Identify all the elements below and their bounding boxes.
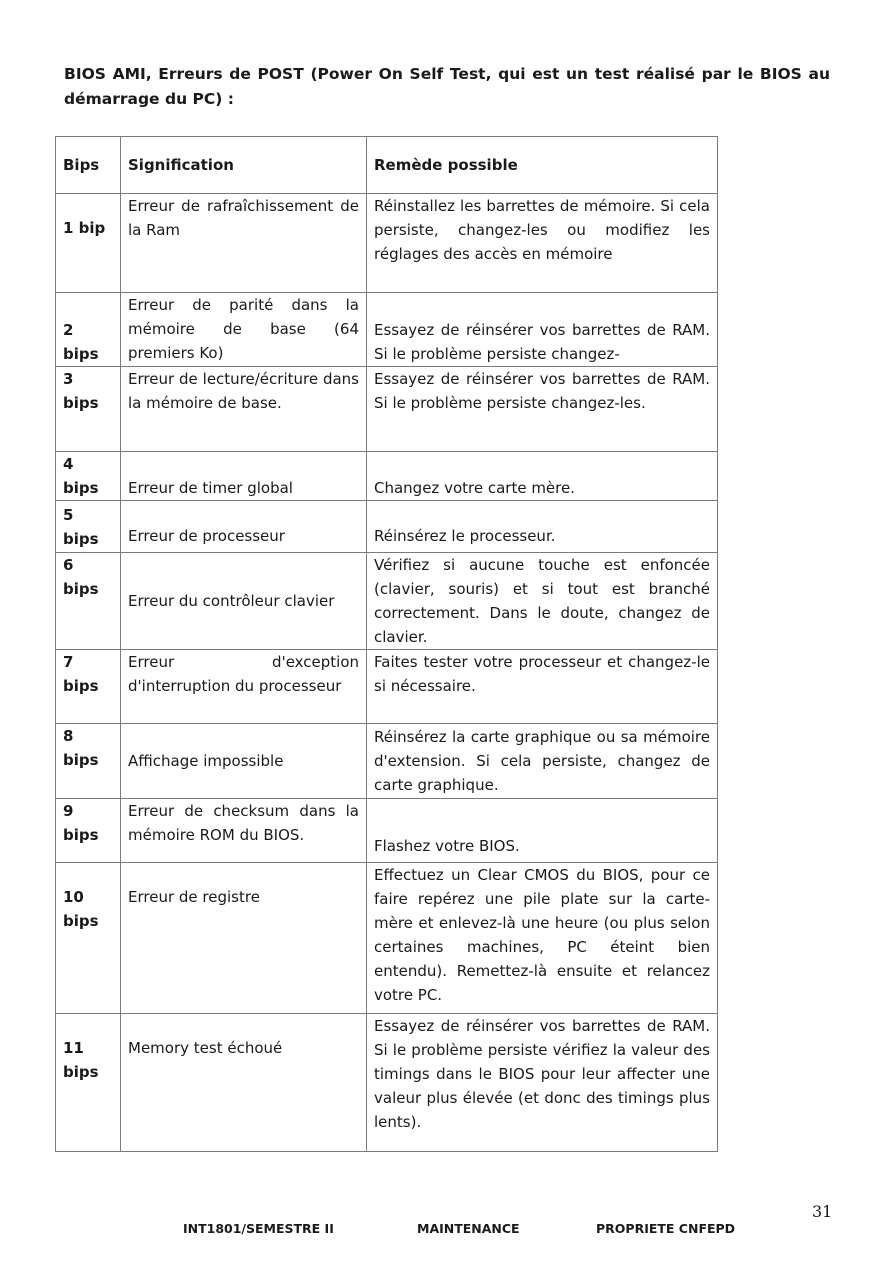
table-row — [56, 293, 718, 367]
signification-cell: Erreur de registre — [121, 863, 367, 1014]
remede-cell: Changez votre carte mère. — [367, 452, 718, 501]
table-row — [56, 367, 718, 452]
footer-course-code: INT1801/SEMESTRE II — [183, 1221, 334, 1236]
table-row — [56, 799, 718, 863]
table-row — [56, 452, 718, 501]
table-row — [56, 1014, 718, 1152]
bips-cell: 6 bips — [56, 553, 121, 650]
bios-beep-table — [55, 136, 718, 1152]
header-signification: Signification — [121, 137, 367, 194]
signification-cell: Erreur de checksum dans la mémoire ROM du BIOS. — [121, 799, 367, 863]
remede-cell: Essayez de réinsérer vos barrettes de RAM. Si le problème persiste changez-les. — [367, 367, 718, 452]
signification-cell: Erreur du contrôleur clavier — [121, 553, 367, 650]
header-remede: Remède possible — [367, 137, 718, 194]
footer-owner: PROPRIETE CNFEPD — [596, 1221, 736, 1236]
table-row — [56, 863, 718, 1014]
bips-cell: 2 bips — [56, 293, 121, 367]
bips-cell: 9 bips — [56, 799, 121, 863]
page-title: BIOS AMI, Erreurs de POST (Power On Self Test, qui est un test réalisé par le BIOS au démarrage du PC) : — [64, 65, 830, 108]
remede-cell: Essayez de réinsérer vos barrettes de RAM. Si le problème persiste vérifiez la valeur des timings dans le BIOS pour leur affecter une valeur plus élevée (et donc des timings plus lents). — [367, 1014, 718, 1152]
page-number: 31 — [812, 1202, 833, 1221]
bips-cell: 11 bips — [56, 1014, 121, 1152]
signification-cell: Erreur de lecture/écriture dans la mémoire de base. — [121, 367, 367, 452]
header-bips: Bips — [56, 137, 121, 194]
table-row — [56, 650, 718, 724]
table-row — [56, 553, 718, 650]
table-row — [56, 724, 718, 799]
bips-cell: 3 bips — [56, 367, 121, 452]
remede-cell: Réinstallez les barrettes de mémoire. Si cela persiste, changez-les ou modifiez les réglages des accès en mémoire — [367, 194, 718, 293]
remede-cell: Faites tester votre processeur et changez-le si nécessaire. — [367, 650, 718, 724]
bips-cell: 4 bips — [56, 452, 121, 501]
signification-cell: Erreur de timer global — [121, 452, 367, 501]
table-row — [56, 194, 718, 293]
signification-cell: Erreur de parité dans la mémoire de base (64 premiers Ko) — [121, 293, 367, 367]
remede-cell: Vérifiez si aucune touche est enfoncée (clavier, souris) et si tout est branché correctement. Dans le doute, changez de clavier. — [367, 553, 718, 650]
table-header-row — [56, 137, 718, 194]
remede-cell: Effectuez un Clear CMOS du BIOS, pour ce faire repérez une pile plate sur la carte-mère et enlevez-là une heure (ou plus selon certaines machines, PC éteint bien entendu). Remettez-là ensuite et relancez votre PC. — [367, 863, 718, 1014]
bips-cell: 10 bips — [56, 863, 121, 1014]
signification-cell: Affichage impossible — [121, 724, 367, 799]
remede-cell: Réinsérez la carte graphique ou sa mémoire d'extension. Si cela persiste, changez de carte graphique. — [367, 724, 718, 799]
remede-cell: Essayez de réinsérer vos barrettes de RAM. Si le problème persiste changez- — [367, 293, 718, 367]
bips-cell: 5 bips — [56, 501, 121, 553]
remede-cell: Réinsérez le processeur. — [367, 501, 718, 553]
signification-cell: Erreur de rafraîchissement de la Ram — [121, 194, 367, 293]
signification-cell: Memory test échoué — [121, 1014, 367, 1152]
signification-cell: Erreur de processeur — [121, 501, 367, 553]
bips-cell: 7 bips — [56, 650, 121, 724]
bips-cell: 8 bips — [56, 724, 121, 799]
remede-cell: Flashez votre BIOS. — [367, 799, 718, 863]
footer-subject: MAINTENANCE — [417, 1221, 520, 1236]
table-row — [56, 501, 718, 553]
bips-cell: 1 bip — [56, 194, 121, 293]
signification-cell: Erreur d'exception d'interruption du processeur — [121, 650, 367, 724]
